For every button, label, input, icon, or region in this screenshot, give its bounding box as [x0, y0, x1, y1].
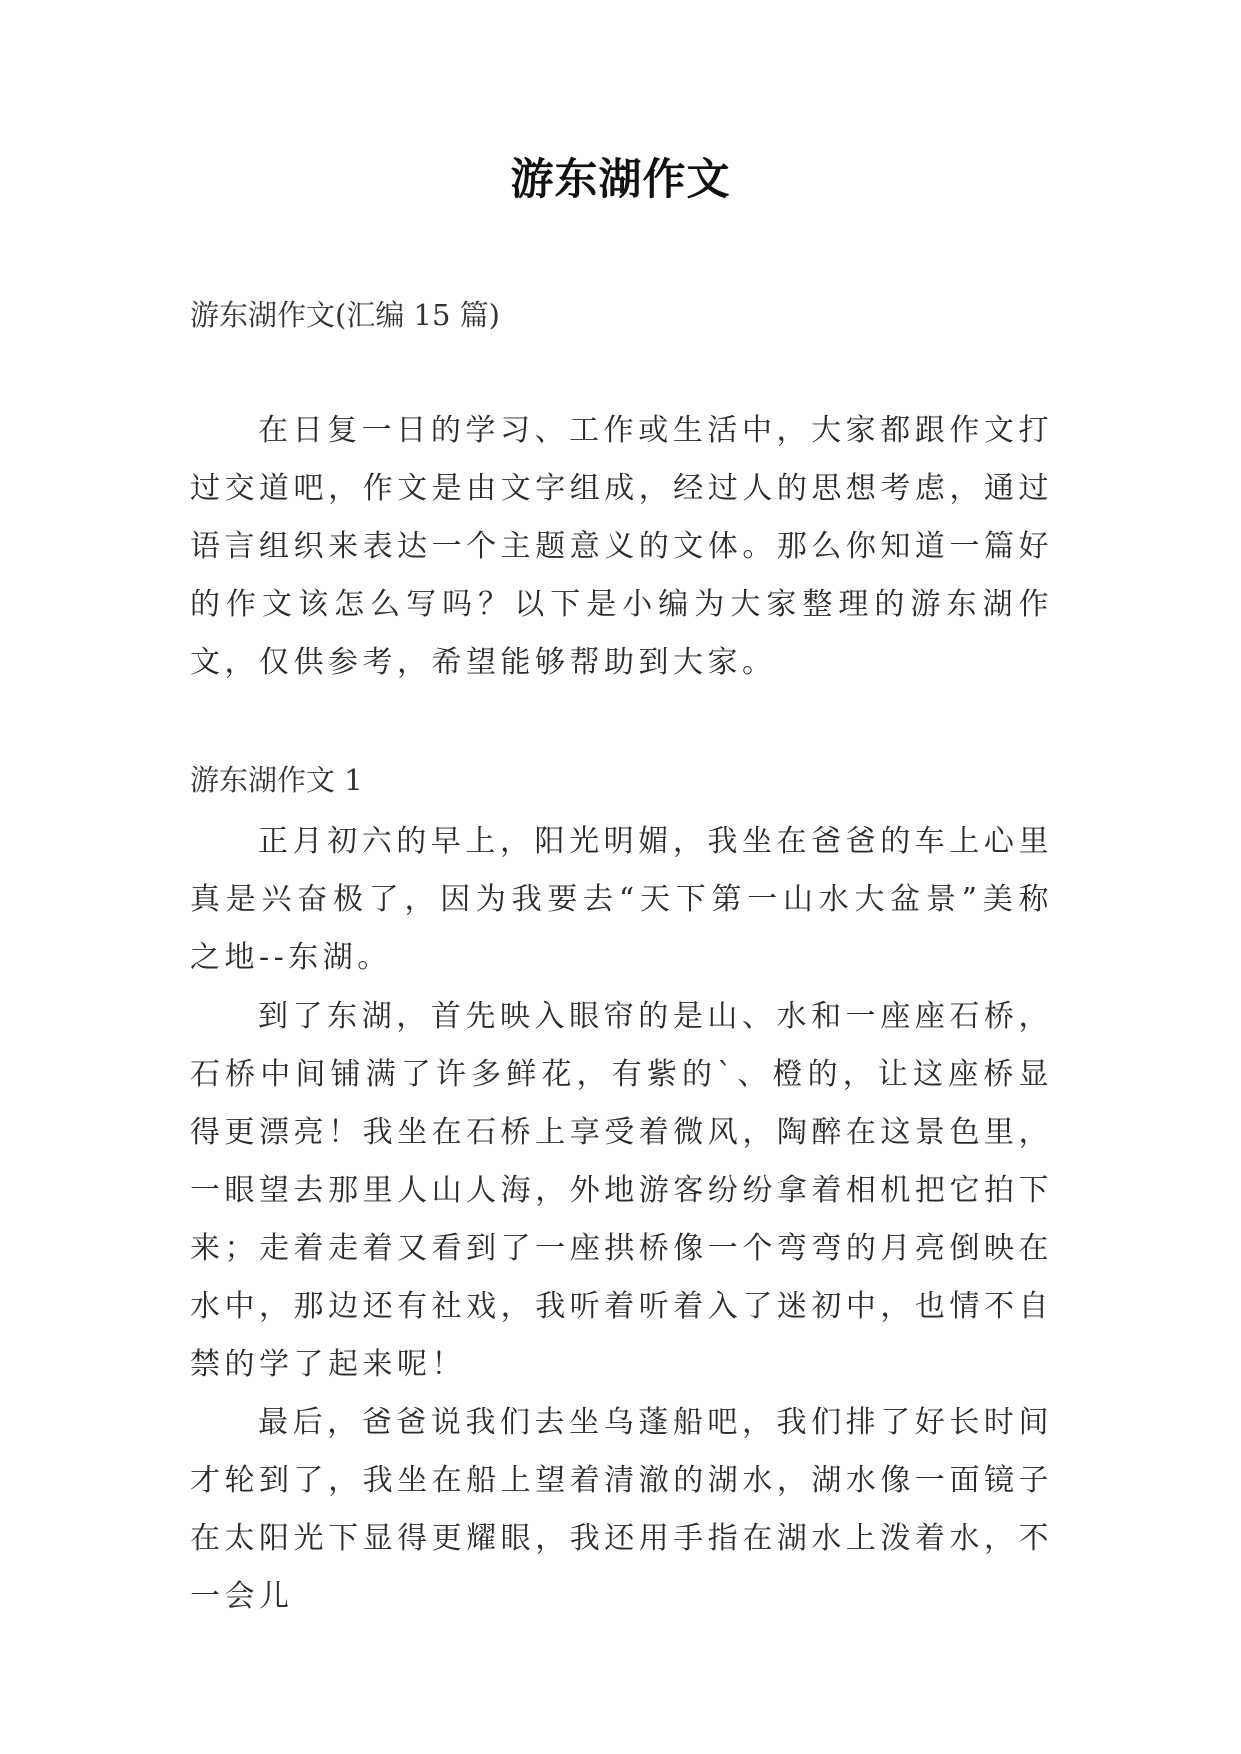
- essay-heading: 游东湖作文 1: [190, 763, 363, 797]
- document-subtitle: 游东湖作文(汇编 15 篇): [190, 298, 500, 332]
- page-title: 游东湖作文: [510, 155, 731, 205]
- essay-paragraph: 正月初六的早上，阳光明媚，我坐在爸爸的车上心里真是兴奋极了，因为我要去“天下第一山水大盆景”美称之地--东湖。: [190, 824, 1053, 975]
- intro-paragraph: 在日复一日的学习、工作或生活中，大家都跟作文打过交道吧，作文是由文字组成，经过人的思想考虑，通过语言组织来表达一个主题意义的文体。那么你知道一篇好的作文该怎么写吗？以下是小编为大家整理的游东湖作文，仅供参考，希望能够帮助到大家。: [190, 413, 1053, 680]
- essay-paragraph: 最后，爸爸说我们去坐乌蓬船吧，我们排了好长时间才轮到了，我坐在船上望着清澈的湖水，湖水像一面镜子在太阳光下显得更耀眼，我还用手指在湖水上泼着水，不一会儿: [190, 1405, 1053, 1614]
- essay-paragraph: 到了东湖，首先映入眼帘的是山、水和一座座石桥，石桥中间铺满了许多鲜花，有紫的`、橙的，让这座桥显得更漂亮！我坐在石桥上享受着微风，陶醉在这景色里，一眼望去那里人山人海，外地游客纷纷拿着相机把它拍下来；走着走着又看到了一座拱桥像一个弯弯的月亮倒映在水中，那边还有社戏，我听着听着入了迷初中，也情不自禁的学了起来呢！: [190, 999, 1053, 1382]
